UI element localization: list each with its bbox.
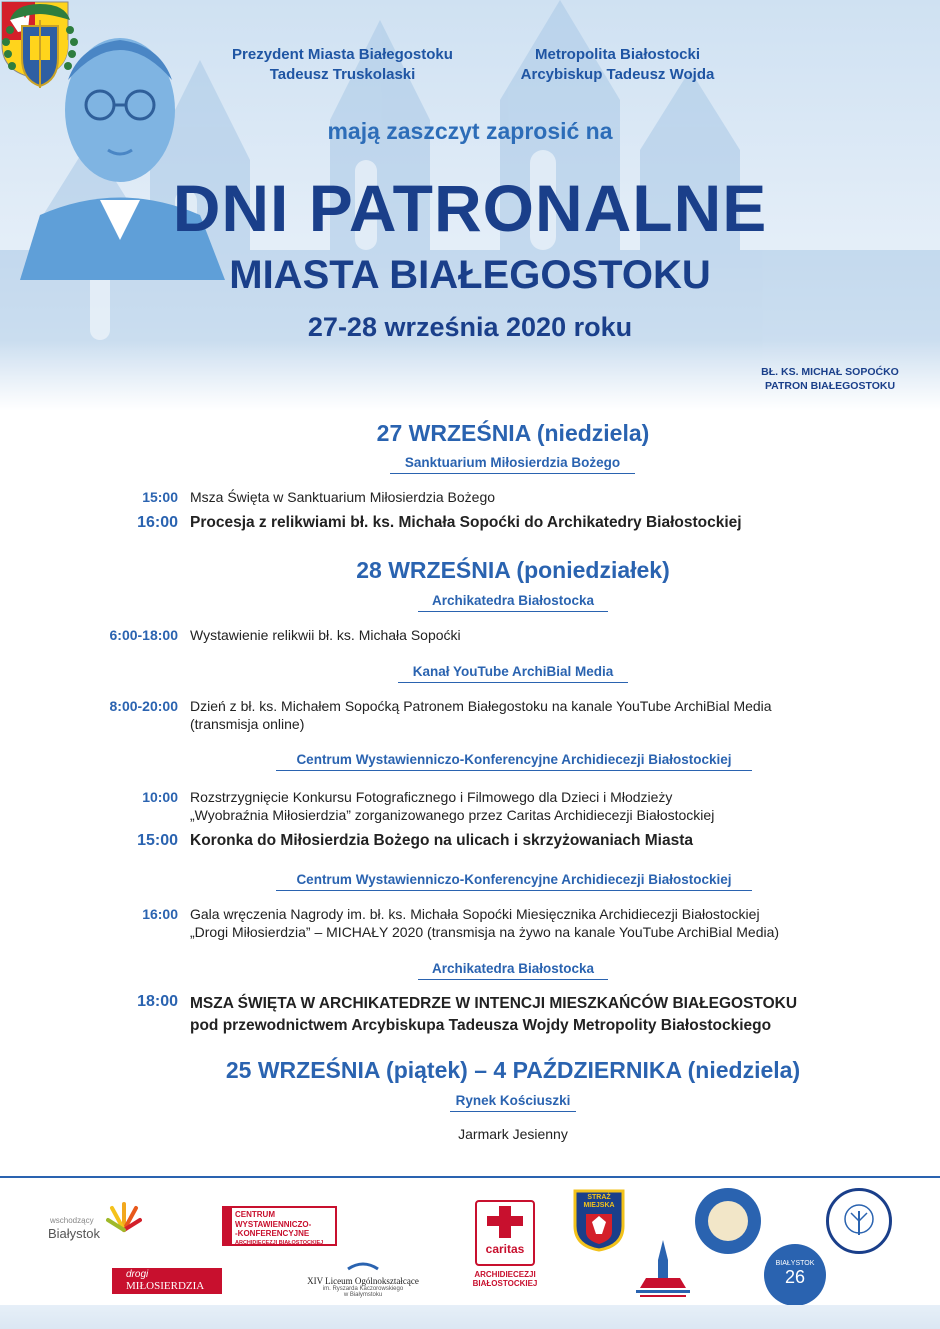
venue-youtube: Kanał YouTube ArchiBial Media (398, 664, 628, 683)
event-description-line: (transmisja online) (190, 716, 305, 732)
liceum-logo-patron: im. Ryszarda Kaczorowskiego (322, 1286, 404, 1292)
cwk-logo-line: CENTRUM (235, 1210, 275, 1219)
society-seal-logo (826, 1188, 892, 1254)
president-host (215, 45, 470, 85)
metropolitan-title: Metropolita Białostocki (534, 46, 701, 63)
event-description: Wystawienie relikwii bł. ks. Michała Sopoćki (190, 627, 461, 643)
archbishop-coat-of-arms (0, 0, 80, 92)
invite-line: mają zaszczyt zaprosić na (327, 118, 613, 144)
venue-sanktuarium: Sanktuarium Miłosierdzia Bożego (390, 455, 635, 474)
event-description (190, 993, 910, 1037)
day-heading-jarmark: 25 WRZEŚNIA (piątek) – 4 PAŹDZIERNIKA (niedziela) (225, 1057, 801, 1083)
president-title: Prezydent Miasta Białegostoku (232, 46, 453, 63)
event-time: 18:00 (137, 993, 178, 1010)
event-time: 16:00 (137, 514, 178, 531)
caritas-logo-line: BIAŁOSTOCKIEJ (472, 1279, 538, 1288)
event-time: 8:00-20:00 (109, 698, 178, 714)
cwk-logo-line: -KONFERENCYJNE (235, 1229, 310, 1238)
round-seal-logo (695, 1188, 761, 1254)
bialystok-logo (48, 1200, 143, 1250)
scout-badge-number: 26 (784, 1267, 806, 1287)
event-time: 6:00-18:00 (109, 627, 178, 643)
venue-rynek: Rynek Kościuszki (450, 1093, 576, 1112)
event-description-line: „Wyobraźnia Miłosierdzia” zorganizowanego przez Caritas Archidiecezji Białostockiej (190, 807, 715, 823)
ministry-logo (628, 1238, 698, 1300)
metropolitan-host (505, 45, 730, 85)
event-dates: 27-28 września 2020 roku (307, 312, 633, 342)
church-tower-icon (628, 1238, 698, 1300)
day-heading-28: 28 WRZEŚNIA (poniedziałek) (356, 557, 670, 583)
liceum-logo (283, 1258, 443, 1298)
event-time: 15:00 (142, 489, 178, 505)
event-time: 16:00 (142, 906, 178, 922)
cwk-logo-line: WYSTAWIENNICZO- (235, 1219, 312, 1229)
header-banner (0, 0, 940, 410)
event-time: 15:00 (137, 832, 178, 849)
event-description-line: Rozstrzygnięcie Konkursu Fotograficznego i Filmowego dla Dzieci i Młodzieży (190, 789, 673, 805)
caritas-logo-line: ARCHIDIECEZJI (474, 1270, 536, 1279)
event-description: Procesja z relikwiami bł. ks. Michała Sopoćki do Archikatedry Białostockiej (190, 514, 742, 531)
straz-miejska-badge (572, 1188, 626, 1252)
liceum-emblem-icon (346, 1259, 380, 1271)
scout-badge (764, 1244, 826, 1306)
event-description: Koronka do Miłosierdzia Bożego na ulicach i skrzyżowaniach Miasta (190, 832, 694, 849)
event-description-line: Dzień z bł. ks. Michałem Sopoćką Patronem Białegostoku na kanale YouTube ArchiBial Media (190, 698, 772, 714)
event-description (190, 905, 910, 941)
caritas-logo (470, 1200, 540, 1300)
caritas-emblem (475, 1200, 535, 1266)
sun-rays-icon (106, 1200, 142, 1240)
venue-archikatedra: Archikatedra Białostocka (418, 593, 608, 612)
cwk-logo-line: ARCHIDIECEZJI BIAŁOSTOCKIEJ (235, 1239, 324, 1246)
caritas-logo-word: caritas (485, 1242, 525, 1256)
scout-badge-city: BIAŁYSTOK (775, 1260, 815, 1267)
city-skyline-footer (0, 1305, 940, 1329)
day-heading-27: 27 WRZEŚNIA (niedziela) (376, 420, 650, 446)
tree-icon (829, 1191, 889, 1251)
drogi-logo-top: drogi (126, 1269, 149, 1280)
straz-badge-text (572, 1194, 626, 1210)
drogi-milosierdzia-logo (112, 1268, 222, 1294)
footer-divider (0, 1176, 940, 1178)
portrait-caption (745, 365, 915, 393)
bialystok-logo-tag: wschodzący (50, 1216, 94, 1225)
caritas-cross-icon (485, 1204, 525, 1240)
seal-portrait (708, 1201, 748, 1241)
event-description-line: Gala wręczenia Nagrody im. bł. ks. Michała Sopoćki Miesięcznika Archidiecezji Białostockiej (190, 906, 760, 922)
event-description-line: pod przewodnictwem Arcybiskupa Tadeusza Wojdy Metropolity Białostockiego (190, 1017, 772, 1034)
subtitle: MIASTA BIAŁEGOSTOKU (229, 253, 711, 297)
drogi-logo-bottom: MIŁOSIERDZIA (126, 1280, 205, 1292)
metropolitan-name: Arcybiskup Tadeusz Wojda (520, 66, 715, 83)
liceum-logo-city: w Białymstoku (343, 1292, 383, 1298)
venue-archikatedra: Archikatedra Białostocka (418, 961, 608, 980)
president-name: Tadeusz Truskolaski (269, 66, 416, 83)
event-description (190, 788, 910, 824)
event-description (190, 697, 910, 733)
jarmark-label: Jarmark Jesienny (458, 1126, 568, 1142)
straz-badge-line: STRAŻ (587, 1194, 611, 1201)
event-description-line: MSZA ŚWIĘTA W ARCHIKATEDRZE W INTENCJI MIESZKAŃCÓW BIAŁEGOSTOKU (190, 995, 798, 1012)
venue-cwk: Centrum Wystawienniczo-Konferencyjne Archidiecezji Białostockiej (276, 872, 752, 891)
event-time: 10:00 (142, 789, 178, 805)
liceum-logo-name: XIV Liceum Ogólnokształcące (307, 1276, 419, 1286)
portrait-caption-name: BŁ. KS. MICHAŁ SOPOĆKO (761, 366, 899, 378)
straz-badge-line: MIEJSKA (583, 1202, 615, 1209)
event-description-line: „Drogi Miłosierdzia” – MICHAŁY 2020 (transmisja na żywo na kanale YouTube ArchiBial Media) (190, 924, 780, 940)
event-description: Msza Święta w Sanktuarium Miłosierdzia Bożego (190, 489, 496, 505)
bialystok-logo-name: Białystok (48, 1226, 101, 1241)
main-title: DNI PATRONALNE (172, 171, 768, 245)
portrait-caption-role: PATRON BIAŁEGOSTOKU (764, 380, 896, 392)
cwk-logo (222, 1206, 337, 1246)
venue-cwk: Centrum Wystawienniczo-Konferencyjne Archidiecezji Białostockiej (276, 752, 752, 771)
